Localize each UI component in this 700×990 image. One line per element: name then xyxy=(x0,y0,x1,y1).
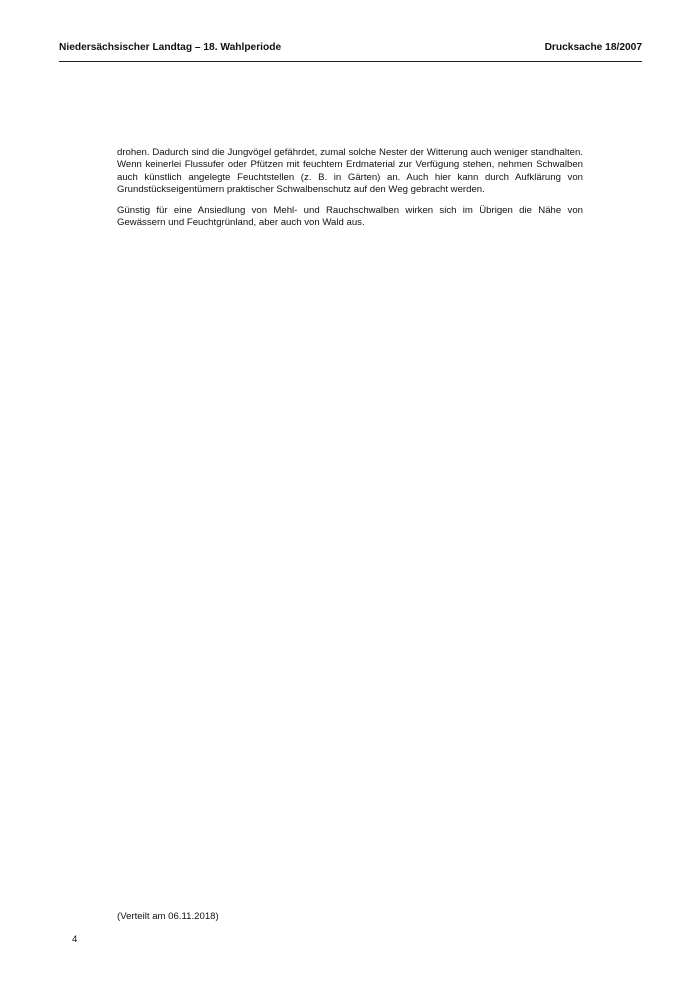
page-header xyxy=(59,41,642,62)
page-number: 4 xyxy=(72,934,78,945)
distribution-note: (Verteilt am 06.11.2018) xyxy=(117,911,219,922)
paragraph: Günstig für eine Ansiedlung von Mehl- und Rauchschwalben wirken sich im Übrigen die Nähe von Gewässern und Feuchtgrünland, aber auch von Wald aus. xyxy=(117,204,583,229)
document-body xyxy=(117,147,583,237)
parliament-title: Niedersächsischer Landtag – 18. Wahlperiode xyxy=(59,42,282,53)
document-number: Drucksache 18/2007 xyxy=(544,42,642,53)
paragraph: drohen. Dadurch sind die Jungvögel gefährdet, zumal solche Nester der Witterung auch weniger standhalten. Wenn keinerlei Flussufer oder Pfützen mit feuchtem Erdmaterial zur Verfügung stehen, nehmen Schwalben auch künstlich angelegte Feuchtstellen (z. B. in Gärten) an. Auch hier kann durch Aufklärung von Grundstückseigentümern praktischer Schwalbenschutz auf den Weg gebracht werden. xyxy=(117,147,583,196)
